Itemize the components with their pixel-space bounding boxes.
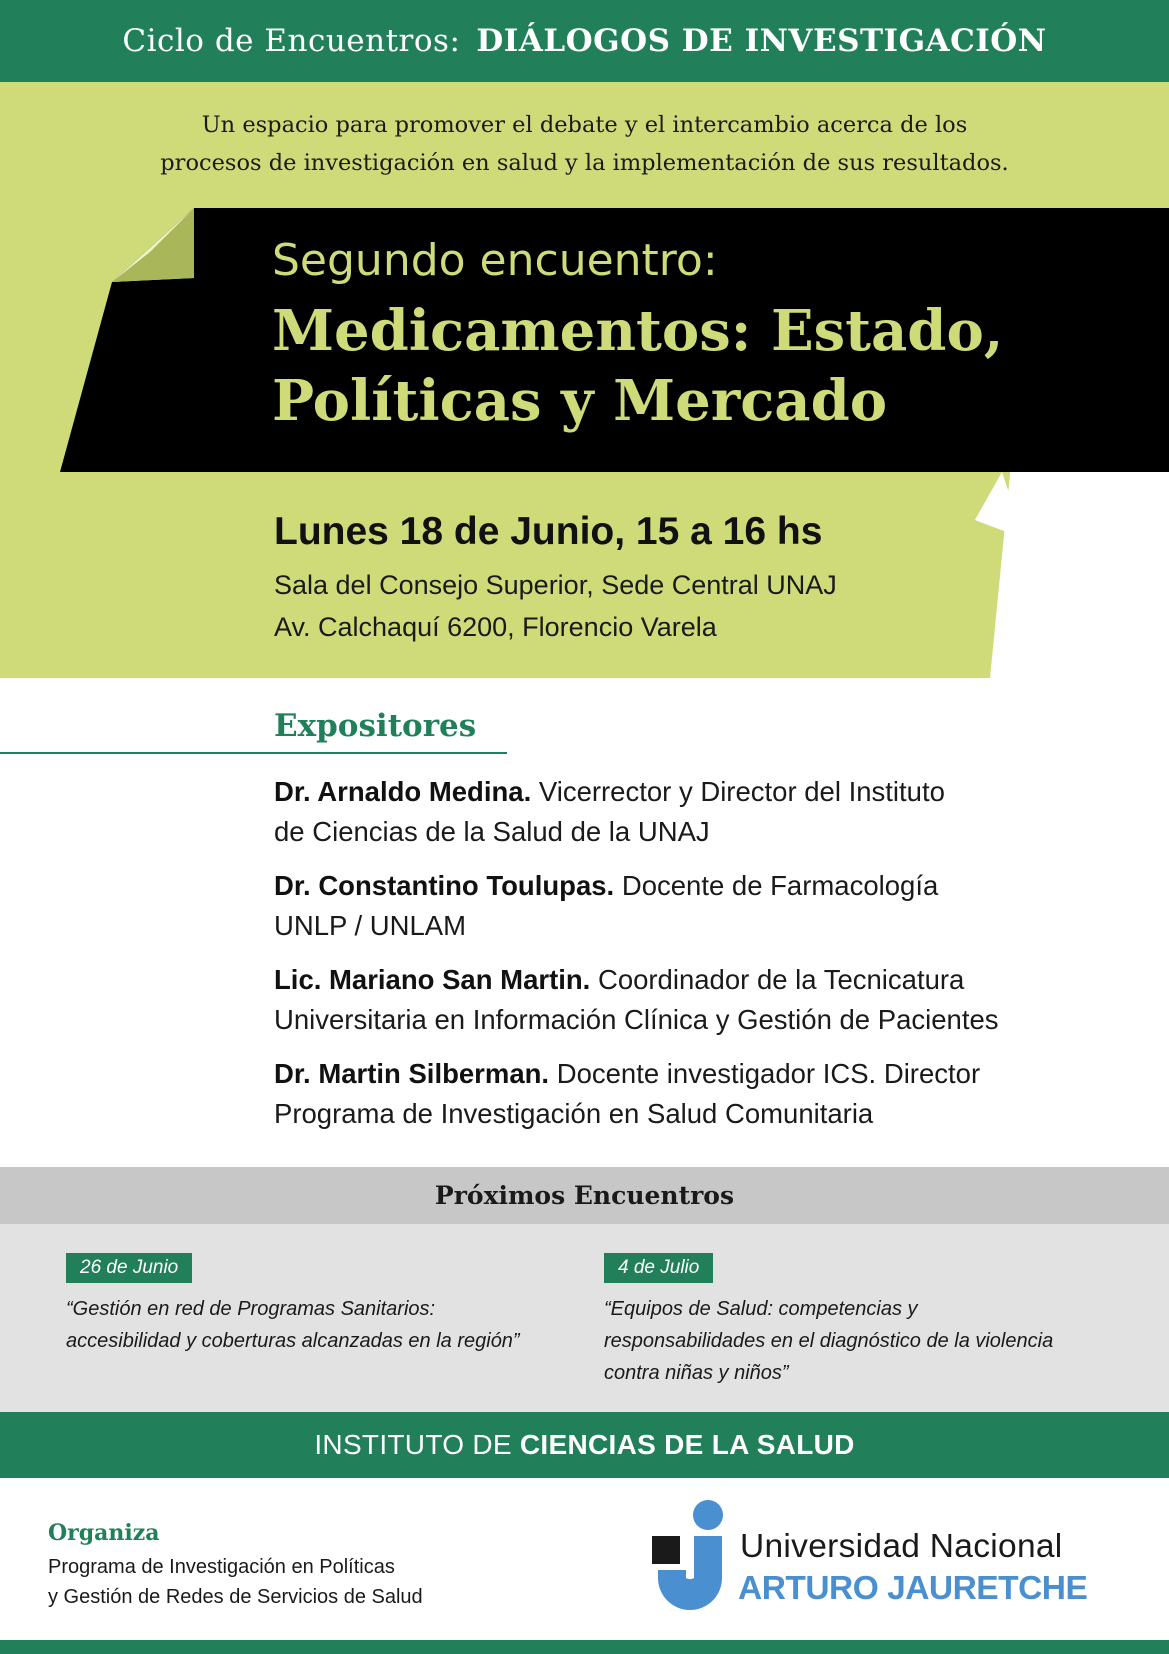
speaker-role: Vicerrector y Director del Instituto <box>538 776 945 807</box>
university-name-line-1: Universidad Nacional <box>740 1528 1063 1565</box>
unaj-logo-icon <box>652 1498 728 1612</box>
upcoming-desc-line: contra niñas y niños” <box>604 1362 789 1384</box>
event-subtitle: Segundo encuentro: <box>272 235 718 286</box>
event-date: Lunes 18 de Junio, 15 a 16 hs <box>274 510 823 553</box>
speaker-name: Lic. Mariano San Martin. <box>274 964 591 995</box>
speakers-list <box>274 772 1134 1148</box>
speaker-item <box>274 1054 1134 1134</box>
institute-name: CIENCIAS DE LA SALUD <box>519 1429 855 1460</box>
speaker-name: Dr. Martin Silberman. <box>274 1058 550 1089</box>
speaker-role: Docente investigador ICS. Director <box>556 1058 981 1089</box>
speaker-role-cont: Programa de Investigación en Salud Comunitaria <box>274 1098 874 1129</box>
organizer-line-2: y Gestión de Redes de Servicios de Salud <box>48 1586 423 1608</box>
organizer-line-1: Programa de Investigación en Políticas <box>48 1556 395 1578</box>
speaker-name: Dr. Arnaldo Medina. <box>274 776 532 807</box>
intro-line-1: Un espacio para promover el debate y el intercambio acerca de los <box>201 112 968 138</box>
upcoming-desc-line: accesibilidad y coberturas alcanzadas en la región” <box>66 1330 520 1352</box>
speaker-role-cont: Universitaria en Información Clínica y Gestión de Pacientes <box>274 1004 999 1035</box>
upcoming-heading-bar <box>0 1167 1169 1224</box>
upcoming-heading: Próximos Encuentros <box>434 1181 735 1210</box>
event-venue <box>274 564 837 648</box>
speaker-item <box>274 772 1134 852</box>
speaker-role-cont: de Ciencias de la Salud de la UNAJ <box>274 816 710 847</box>
institute-banner <box>0 1412 1169 1478</box>
speaker-role-cont: UNLP / UNLAM <box>274 910 467 941</box>
upcoming-event <box>604 1253 1124 1389</box>
top-banner <box>0 0 1169 82</box>
speaker-item <box>274 960 1134 1040</box>
upcoming-desc-line: responsabilidades en el diagnóstico de la violencia <box>604 1330 1054 1352</box>
event-title-line-2: Políticas y Mercado <box>272 368 888 434</box>
speaker-role: Coordinador de la Tecnicatura <box>597 964 965 995</box>
upcoming-description <box>66 1293 566 1357</box>
speakers-divider <box>0 752 507 754</box>
organizer-text <box>48 1552 423 1612</box>
series-pre-title: Ciclo de Encuentros: <box>122 23 461 59</box>
event-title <box>272 296 1003 436</box>
university-name-line-2: ARTURO JAURETCHE <box>738 1570 1088 1607</box>
upcoming-desc-line: “Gestión en red de Programas Sanitarios: <box>66 1298 436 1320</box>
university-logo <box>652 1498 1112 1616</box>
intro-text <box>40 106 1129 182</box>
upcoming-event <box>66 1253 566 1357</box>
speakers-heading: Expositores <box>274 708 477 744</box>
intro-line-2: procesos de investigación en salud y la implementación de sus resultados. <box>160 150 1009 176</box>
bottom-stripe <box>0 1640 1169 1654</box>
venue-line-1: Sala del Consejo Superior, Sede Central UNAJ <box>274 570 837 600</box>
upcoming-description <box>604 1293 1124 1389</box>
upcoming-desc-line: “Equipos de Salud: competencias y <box>604 1298 918 1320</box>
institute-prefix: INSTITUTO DE <box>314 1429 512 1460</box>
organizer-label: Organiza <box>48 1520 160 1546</box>
speaker-role: Docente de Farmacología <box>621 870 939 901</box>
event-title-line-1: Medicamentos: Estado, <box>272 298 1004 364</box>
upcoming-date-badge: 26 de Junio <box>66 1253 192 1283</box>
series-title: DIÁLOGOS DE INVESTIGACIÓN <box>476 23 1047 59</box>
speaker-name: Dr. Constantino Toulupas. <box>274 870 615 901</box>
venue-line-2: Av. Calchaquí 6200, Florencio Varela <box>274 612 717 642</box>
upcoming-date-badge: 4 de Julio <box>604 1253 713 1283</box>
speaker-item <box>274 866 1134 946</box>
